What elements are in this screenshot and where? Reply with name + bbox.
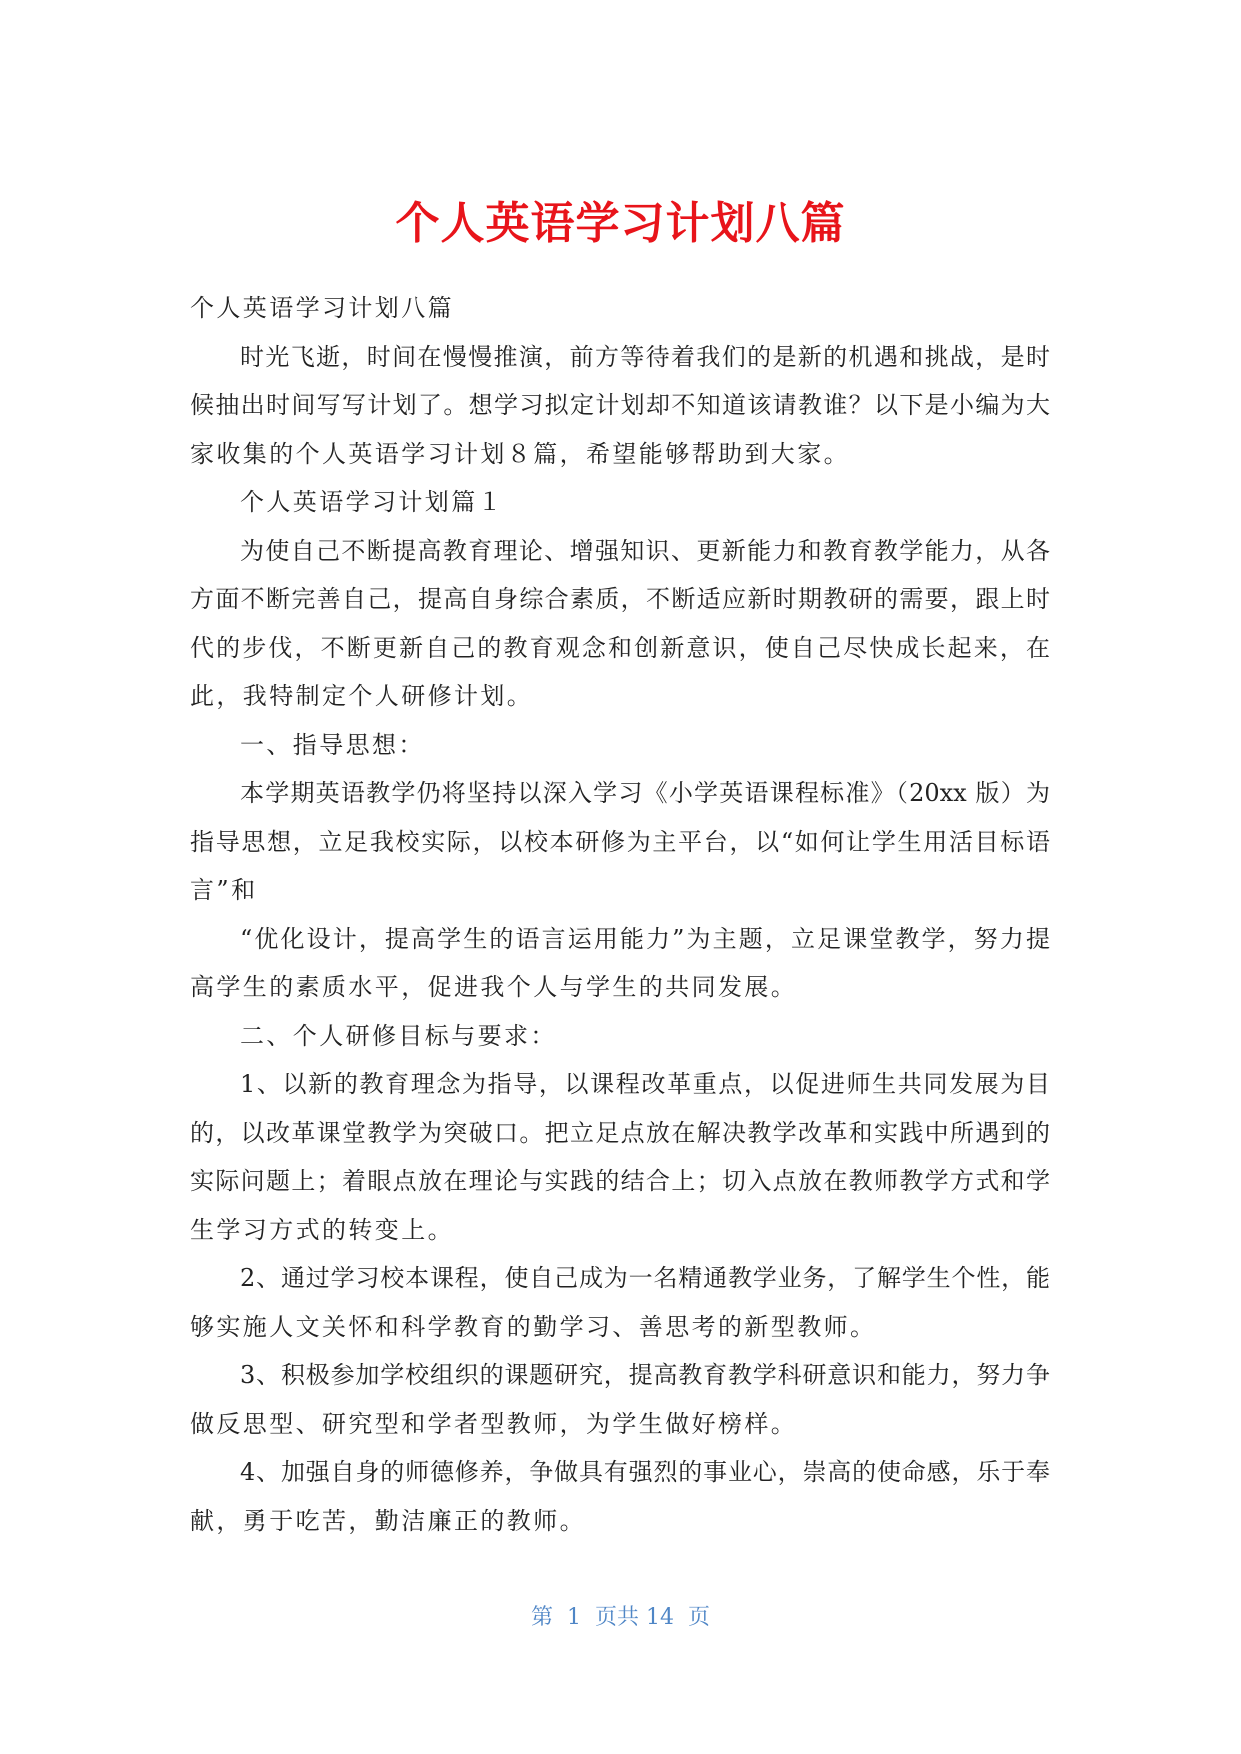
text-line: 2、通过学习校本课程，使自己成为一名精通教学业务，了解学生个性，能 — [240, 1264, 1050, 1292]
text-line: 做反思型、研究型和学者型教师，为学生做好榜样。 — [190, 1409, 798, 1438]
text-line: 时光飞逝，时间在慢慢推演，前方等待着我们的是新的机遇和挑战，是时 — [240, 342, 1050, 371]
text-line: 候抽出时间写写计划了。想学习拟定计划却不知道该请教谁？以下是小编为大 — [190, 391, 1050, 419]
text-line: 此，我特制定个人研修计划。 — [190, 682, 534, 710]
text-line: 献，勇于吃苦，勤洁廉正的教师。 — [190, 1506, 586, 1535]
text-line: 实际问题上；着眼点放在理论与实践的结合上；切入点放在教师教学方式和学 — [190, 1167, 1050, 1195]
text-line: 生学习方式的转变上。 — [190, 1215, 454, 1244]
text-line: 够实施人文关怀和科学教育的勤学习、善思考的新型教师。 — [190, 1312, 877, 1341]
page-footer: 第 1 页共 14 页 — [531, 1605, 710, 1630]
text-line: 个人英语学习计划篇１ — [240, 488, 504, 516]
text-line: 3、积极参加学校组织的课题研究，提高教育教学科研意识和能力，努力争 — [240, 1361, 1050, 1389]
document-title: 个人英语学习计划八篇 — [395, 198, 846, 249]
text-line: 方面不断完善自己，提高自身综合素质，不断适应新时期教研的需要，跟上时 — [190, 585, 1050, 613]
text-line: 言”和 — [190, 876, 258, 904]
text-line: 为使自己不断提高教育理论、增强知识、更新能力和教育教学能力，从各 — [240, 536, 1050, 565]
text-line: 的，以改革课堂教学为突破口。把立足点放在解决教学改革和实践中所遇到的 — [190, 1118, 1050, 1147]
text-line: 1、以新的教育理念为指导，以课程改革重点，以促进师生共同发展为目 — [240, 1070, 1050, 1098]
text-line: 二、个人研修目标与要求： — [240, 1021, 557, 1050]
text-line: 一、指导思想： — [240, 730, 425, 759]
text-line: “优化设计，提高学生的语言运用能力”为主题，立足课堂教学，努力提 — [240, 924, 1050, 953]
text-line: 代的步伐，不断更新自己的教育观念和创新意识，使自己尽快成长起来，在 — [190, 633, 1050, 662]
text-line: 本学期英语教学仍将坚持以深入学习《小学英语课程标准》（20xx 版）为 — [240, 779, 1050, 807]
text-line: 指导思想，立足我校实际，以校本研修为主平台，以“如何让学生用活目标语 — [190, 827, 1050, 856]
text-line: 家收集的个人英语学习计划８篇，希望能够帮助到大家。 — [190, 439, 850, 468]
text-line: 4、加强自身的师德修养，争做具有强烈的事业心，崇高的使命感，乐于奉 — [240, 1458, 1050, 1486]
text-line: 个人英语学习计划八篇 — [190, 294, 454, 322]
text-line: 高学生的素质水平，促进我个人与学生的共同发展。 — [190, 973, 798, 1001]
document-body — [190, 284, 1050, 1545]
